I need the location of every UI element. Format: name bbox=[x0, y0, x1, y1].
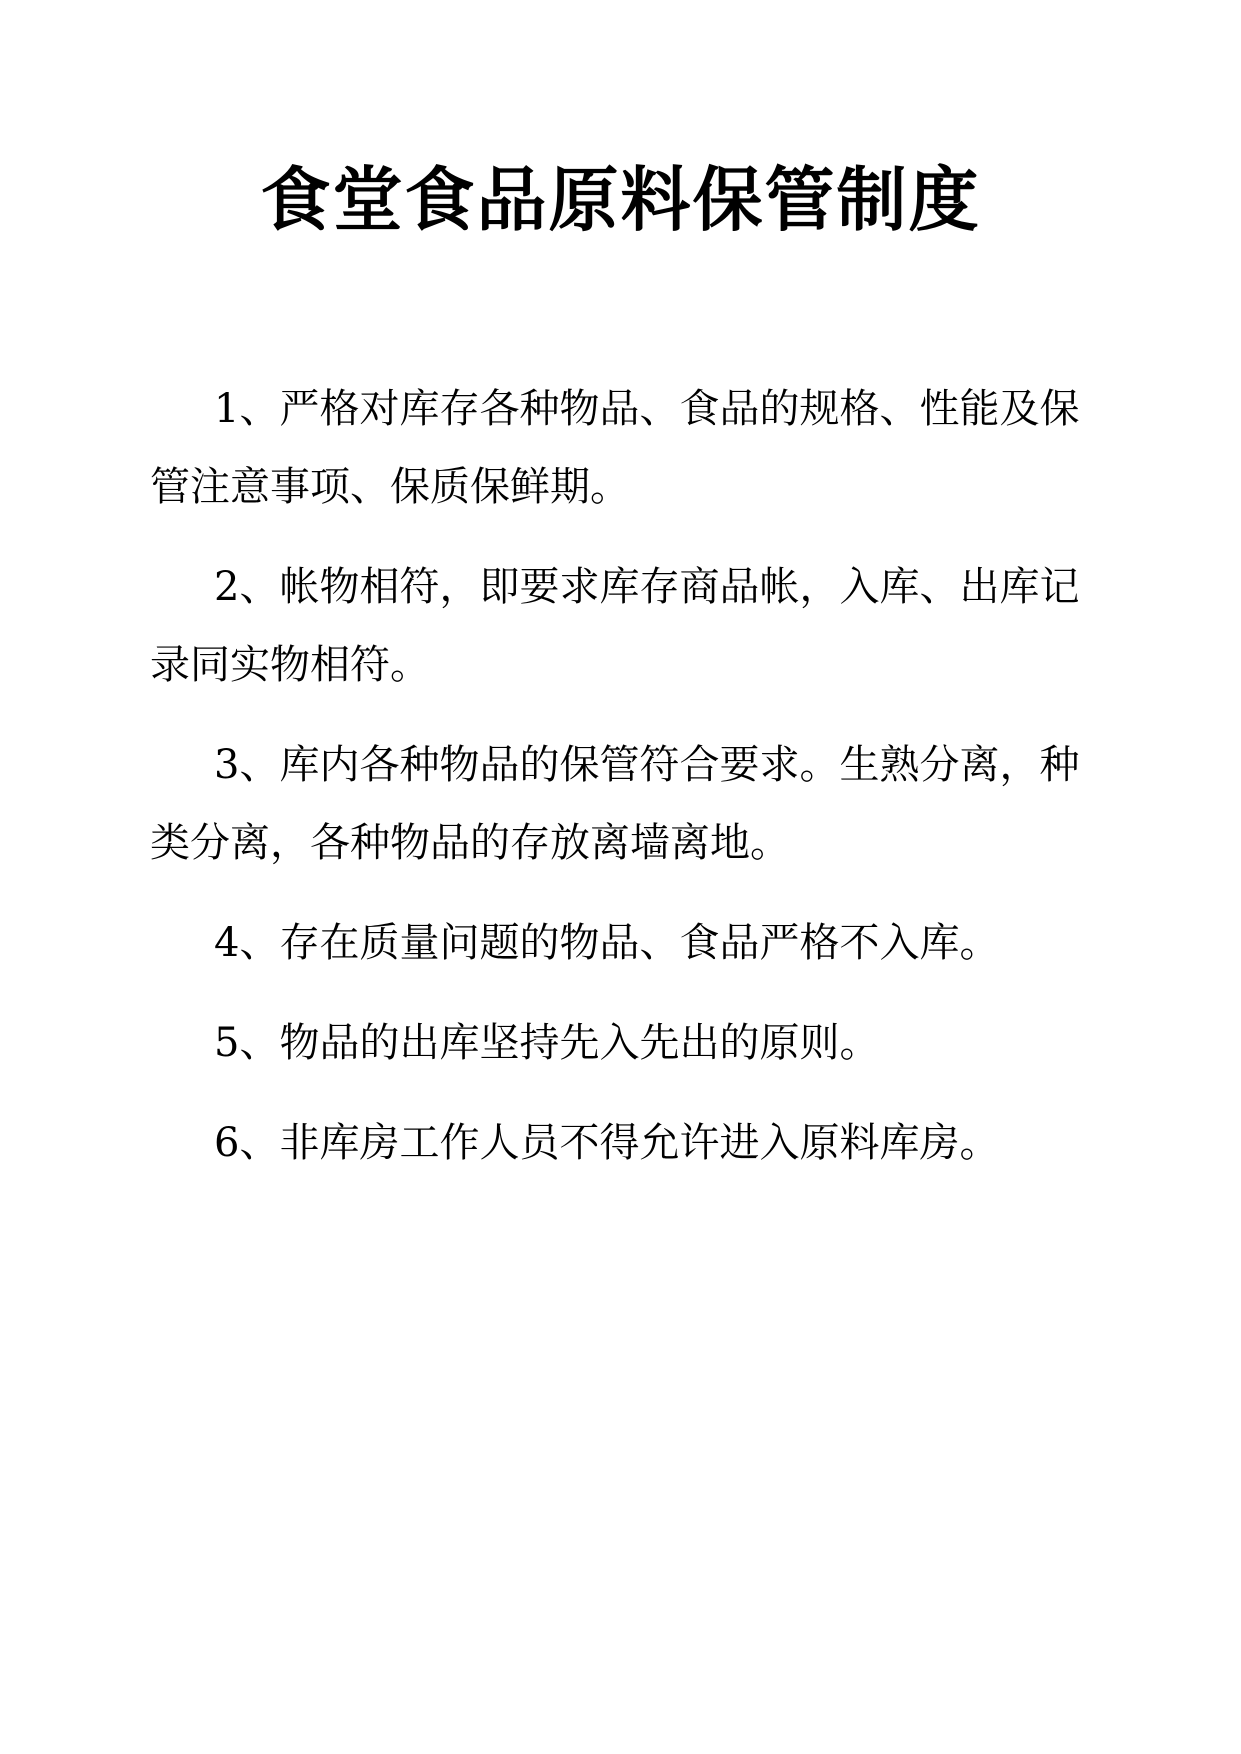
document-body bbox=[150, 370, 1080, 1204]
rule-paragraph-2: 2、帐物相符，即要求库存商品帐，入库、出库记录同实物相符。 bbox=[150, 564, 1080, 688]
rule-paragraph-5: 5、物品的出库坚持先入先出的原则。 bbox=[214, 1020, 880, 1066]
rule-paragraph-1: 1、严格对库存各种物品、食品的规格、性能及保管注意事项、保质保鲜期。 bbox=[150, 386, 1080, 510]
rule-paragraph-3: 3、库内各种物品的保管符合要求。生熟分离，种类分离，各种物品的存放离墙离地。 bbox=[150, 742, 1080, 866]
document-title: 食堂食品原料保管制度 bbox=[260, 159, 981, 241]
rule-paragraph-4: 4、存在质量问题的物品、食品严格不入库。 bbox=[214, 920, 1000, 966]
rule-paragraph-6: 6、非库房工作人员不得允许进入原料库房。 bbox=[214, 1120, 1000, 1166]
